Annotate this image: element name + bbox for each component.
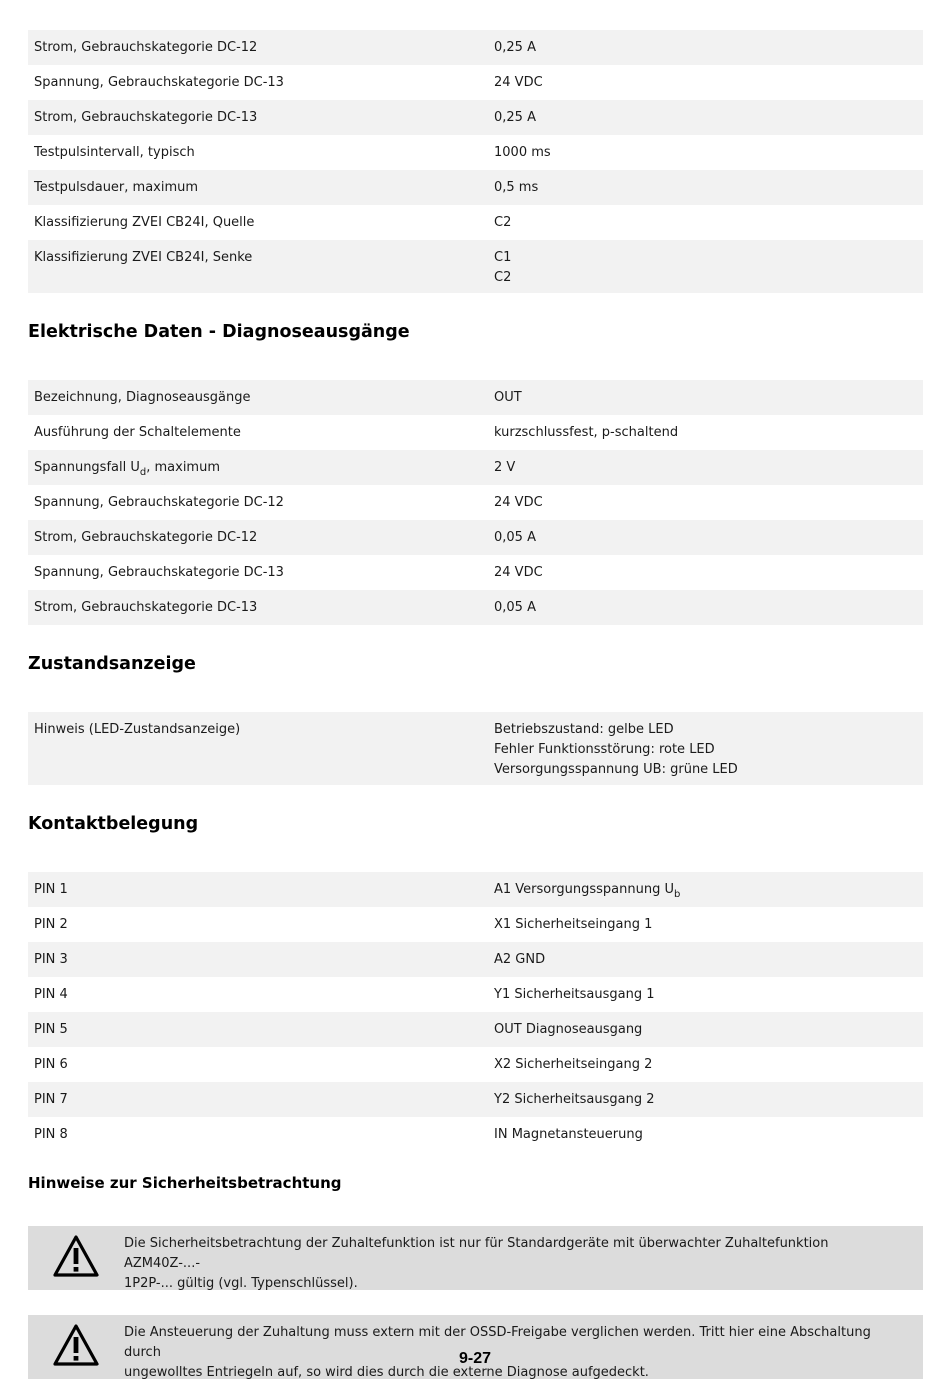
table-row	[28, 1047, 923, 1082]
row-value: A2 GND	[488, 942, 923, 977]
row-value: 0,25 A	[488, 100, 923, 135]
table-row	[28, 555, 923, 590]
table-row	[28, 1012, 923, 1047]
row-value: IN Magnetansteuerung	[488, 1117, 923, 1152]
section-heading-zustandsanzeige: Zustandsanzeige	[28, 654, 196, 674]
row-value: OUT	[488, 380, 923, 415]
row-value: X2 Sicherheitseingang 2	[488, 1047, 923, 1082]
row-label: Spannung, Gebrauchskategorie DC-13	[28, 555, 488, 590]
table-row	[28, 1082, 923, 1117]
warning-text: Die Sicherheitsbetrachtung der Zuhaltefunktion ist nur für Standardgeräte mit überwachter Zuhaltefunktion AZM40Z-...- 1P2P-... gültig (vgl. Typenschlüssel).	[124, 1236, 829, 1291]
section-heading-kontaktbelegung: Kontaktbelegung	[28, 814, 199, 834]
row-value: kurzschlussfest, p-schaltend	[488, 415, 923, 450]
row-label: PIN 5	[28, 1012, 488, 1047]
row-value	[488, 712, 923, 785]
spec-table-pins	[28, 872, 923, 1152]
table-row	[28, 590, 923, 625]
row-label: Strom, Gebrauchskategorie DC-12	[28, 520, 488, 555]
warning-note	[28, 1315, 923, 1379]
row-label: PIN 7	[28, 1082, 488, 1117]
table-row	[28, 872, 923, 907]
table-row	[28, 485, 923, 520]
section-heading-sicherheit: Hinweise zur Sicherheitsbetrachtung	[28, 1174, 342, 1192]
table-row	[28, 240, 923, 293]
row-value: X1 Sicherheitseingang 1	[488, 907, 923, 942]
table-row	[28, 450, 923, 485]
row-label: Spannung, Gebrauchskategorie DC-13	[28, 65, 488, 100]
row-label: PIN 2	[28, 907, 488, 942]
row-label: Strom, Gebrauchskategorie DC-13	[28, 100, 488, 135]
row-label: PIN 3	[28, 942, 488, 977]
table-row	[28, 170, 923, 205]
warning-triangle-icon	[28, 1234, 124, 1278]
row-label: Bezeichnung, Diagnoseausgänge	[28, 380, 488, 415]
row-value: A1 Versorgungsspannung $U_b$	[488, 872, 923, 907]
row-value: C2	[488, 205, 923, 240]
row-label: Spannung, Gebrauchskategorie DC-12	[28, 485, 488, 520]
row-value: 2 V	[488, 450, 923, 485]
value-line: Fehler Funktionsstörung: rote LED	[494, 742, 715, 757]
table-row	[28, 520, 923, 555]
table-row	[28, 1117, 923, 1152]
row-value: 1000 ms	[488, 135, 923, 170]
row-value: Y2 Sicherheitsausgang 2	[488, 1082, 923, 1117]
spec-table-status	[28, 712, 923, 785]
row-label: PIN 4	[28, 977, 488, 1012]
table-row	[28, 380, 923, 415]
warning-note	[28, 1226, 923, 1290]
table-row	[28, 205, 923, 240]
table-row	[28, 907, 923, 942]
row-label: Klassifizierung ZVEI CB24I, Quelle	[28, 205, 488, 240]
table-row	[28, 942, 923, 977]
row-label: Testpulsintervall, typisch	[28, 135, 488, 170]
row-value: 24 VDC	[488, 555, 923, 590]
row-label: PIN 6	[28, 1047, 488, 1082]
row-value: OUT Diagnoseausgang	[488, 1012, 923, 1047]
row-label: PIN 8	[28, 1117, 488, 1152]
page-number: 9-27	[458, 1350, 492, 1367]
row-label: PIN 1	[28, 872, 488, 907]
row-label: Strom, Gebrauchskategorie DC-13	[28, 590, 488, 625]
row-label: Hinweis (LED-Zustandsanzeige)	[28, 712, 488, 785]
row-label: Testpulsdauer, maximum	[28, 170, 488, 205]
value-line: Versorgungsspannung UB: grüne LED	[494, 762, 738, 777]
table-row	[28, 30, 923, 65]
row-value: 24 VDC	[488, 65, 923, 100]
row-value: Y1 Sicherheitsausgang 1	[488, 977, 923, 1012]
row-value: 0,5 ms	[488, 170, 923, 205]
spec-table-outputs	[28, 30, 923, 293]
warning-text: Die Ansteuerung der Zuhaltung muss extern mit der OSSD-Freigabe verglichen werden. Tritt hier eine Abschaltung durch ungewolltes Entriegeln auf, so wird dies durch die externe Diagnose aufgedeckt.	[124, 1325, 871, 1380]
page-content	[28, 30, 923, 1379]
value-line: Betriebszustand: gelbe LED	[494, 722, 674, 737]
table-row	[28, 977, 923, 1012]
row-label: Ausführung der Schaltelemente	[28, 415, 488, 450]
row-label: Strom, Gebrauchskategorie DC-12	[28, 30, 488, 65]
row-label: Klassifizierung ZVEI CB24I, Senke	[28, 240, 488, 293]
row-value: 0,05 A	[488, 590, 923, 625]
row-value	[488, 240, 923, 293]
section-heading-diagnose: Elektrische Daten - Diagnoseausgänge	[28, 322, 410, 342]
row-label: Spannungsfall $U_d$, maximum	[28, 450, 488, 485]
value-line: C2	[494, 270, 512, 285]
spec-table-diagnose	[28, 380, 923, 625]
table-row	[28, 100, 923, 135]
row-value: 0,05 A	[488, 520, 923, 555]
table-row	[28, 135, 923, 170]
value-line: C1	[494, 250, 512, 265]
table-row	[28, 712, 923, 785]
row-value: 0,25 A	[488, 30, 923, 65]
table-row	[28, 415, 923, 450]
row-value: 24 VDC	[488, 485, 923, 520]
table-row	[28, 65, 923, 100]
